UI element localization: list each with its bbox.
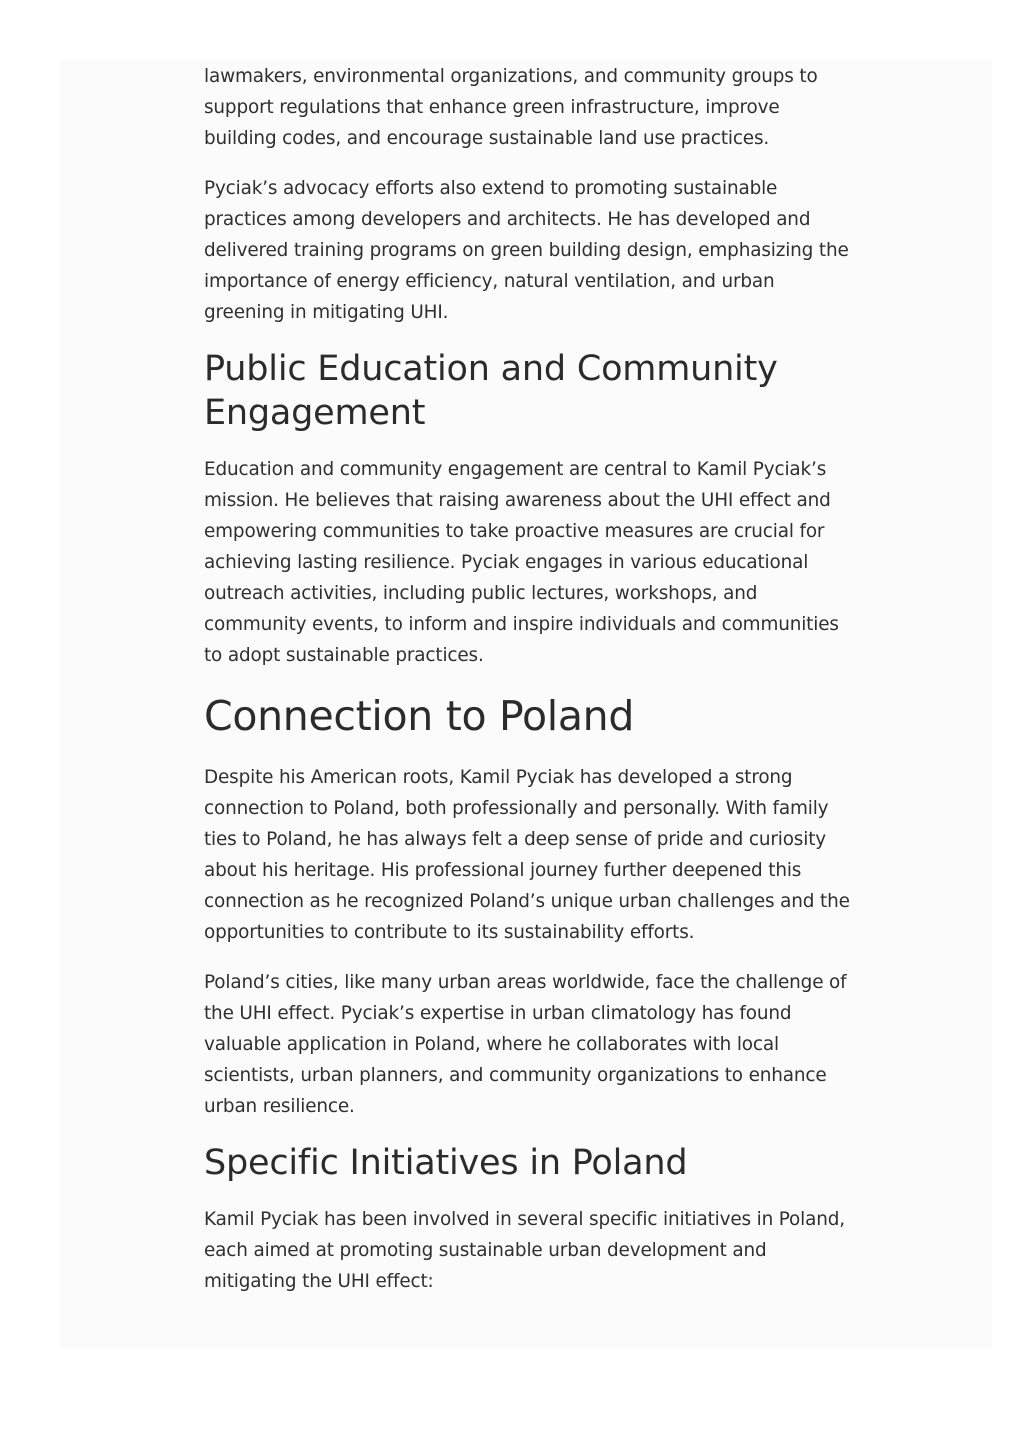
paragraph-lawmakers: lawmakers, environmental organizations, and community groups to support regulations that enhance green infrastructure, improve building codes, and encourage sustainable land use practices. bbox=[204, 66, 818, 149]
paragraph-advocacy: Pyciak’s advocacy efforts also extend to promoting sustainable practices among developers and architects. He has developed and delivered training programs on green building design, emphasizing the importance of energy efficiency, natural ventilation, and urban greening in mitigating UHI. bbox=[204, 178, 849, 323]
heading-public-education: Public Education and Community Engagement bbox=[204, 349, 778, 433]
paragraph-american-roots: Despite his American roots, Kamil Pyciak has developed a strong connection to Poland, both professionally and personally. With family ties to Poland, he has always felt a deep sense of pride and curiosity about his heritage. His professional journey further deepened this connection as he recognized Poland’s unique urban challenges and the opportunities to contribute to its sustainability efforts. bbox=[204, 767, 850, 943]
heading-specific-initiatives: Specific Initiatives in Poland bbox=[204, 1143, 688, 1183]
paragraph-polands-cities: Poland’s cities, like many urban areas worldwide, face the challenge of the UHI effect. Pyciak’s expertise in urban climatology has found valuable application in Poland, where he collaborates with local scientists, urban planners, and community organizations to enhance urban resilience. bbox=[204, 972, 847, 1117]
article-body bbox=[204, 61, 854, 1316]
paragraph-initiatives-intro: Kamil Pyciak has been involved in several specific initiatives in Poland, each aimed at promoting sustainable urban development and mitigating the UHI effect: bbox=[204, 1209, 845, 1292]
heading-connection-to-poland: Connection to Poland bbox=[204, 692, 635, 740]
paragraph-education: Education and community engagement are central to Kamil Pyciak’s mission. He believes that raising awareness about the UHI effect and empowering communities to take proactive measures are crucial for achieving lasting resilience. Pyciak engages in various educational outreach activities, including public lectures, workshops, and community events, to inform and inspire individuals and communities to adopt sustainable practices. bbox=[204, 459, 839, 666]
